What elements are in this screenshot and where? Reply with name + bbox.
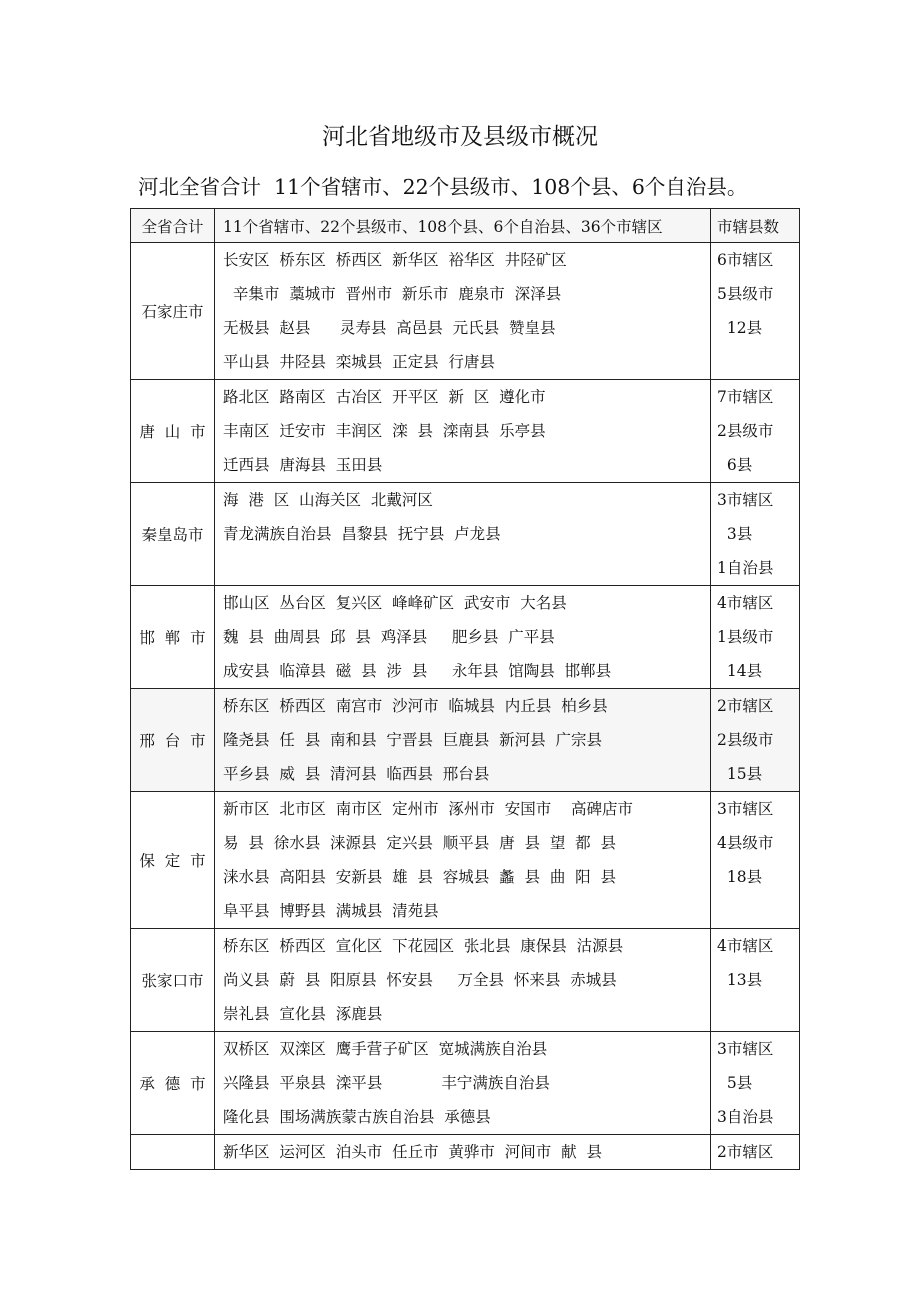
count-line: 5县 bbox=[717, 1074, 753, 1092]
count-line: 14县 bbox=[717, 662, 763, 680]
table-row bbox=[131, 792, 800, 929]
document-title: 河北省地级市及县级市概况 bbox=[322, 124, 598, 150]
table-row bbox=[131, 1135, 800, 1170]
count-cell bbox=[711, 1135, 800, 1170]
count-line bbox=[717, 345, 799, 379]
district-line: 魏 县 曲周县 邱 县 鸡泽县 肥乡县 广平县 bbox=[223, 628, 555, 646]
table-row bbox=[131, 243, 800, 380]
district-list bbox=[215, 689, 711, 792]
count-line: 1自治县 bbox=[717, 559, 774, 577]
district-line: 桥东区 桥西区 南宫市 沙河市 临城县 内丘县 柏乡县 bbox=[223, 697, 608, 715]
count-line: 5县级市 bbox=[717, 285, 774, 303]
table-header-row bbox=[131, 209, 800, 243]
district-list bbox=[215, 1135, 711, 1170]
city-name: 保 定 市 bbox=[131, 792, 215, 929]
district-line: 桥东区 桥西区 宣化区 下花园区 张北县 康保县 沽源县 bbox=[223, 937, 624, 955]
district-line: 平山县 井陉县 栾城县 正定县 行唐县 bbox=[223, 353, 495, 371]
district-line: 隆化县 围场满族蒙古族自治县 承德县 bbox=[223, 1108, 491, 1126]
district-line: 阜平县 博野县 满城县 清苑县 bbox=[223, 902, 439, 920]
district-line: 长安区 桥东区 桥西区 新华区 裕华区 井陉矿区 bbox=[223, 251, 567, 269]
district-list bbox=[215, 243, 711, 380]
district-line: 易 县 徐水县 涞源县 定兴县 顺平县 唐 县 望 都 县 bbox=[223, 834, 617, 852]
table-row bbox=[131, 1032, 800, 1135]
count-cell bbox=[711, 689, 800, 792]
district-line: 新华区 运河区 泊头市 任丘市 黄骅市 河间市 献 县 bbox=[223, 1143, 602, 1161]
district-line: 涞水县 高阳县 安新县 雄 县 容城县 蠡 县 曲 阳 县 bbox=[223, 868, 617, 886]
count-line: 3自治县 bbox=[717, 1108, 774, 1126]
document-subtitle: 河北全省合计 11个省辖市、22个县级市、108个县、6个自治县。 bbox=[138, 175, 748, 199]
district-list bbox=[215, 483, 711, 586]
city-name bbox=[131, 1135, 215, 1170]
count-cell bbox=[711, 792, 800, 929]
table-row bbox=[131, 483, 800, 586]
count-line: 4县级市 bbox=[717, 834, 774, 852]
city-name: 张家口市 bbox=[131, 929, 215, 1032]
count-line bbox=[717, 894, 799, 928]
district-line: 隆尧县 任 县 南和县 宁晋县 巨鹿县 新河县 广宗县 bbox=[223, 731, 602, 749]
count-line: 3市辖区 bbox=[717, 1040, 774, 1058]
city-name: 石家庄市 bbox=[131, 243, 215, 380]
table-row bbox=[131, 689, 800, 792]
count-line: 18县 bbox=[717, 868, 763, 886]
count-line: 15县 bbox=[717, 765, 763, 783]
district-line: 兴隆县 平泉县 滦平县 丰宁满族自治县 bbox=[223, 1074, 550, 1092]
district-line: 丰南区 迁安市 丰润区 滦 县 滦南县 乐亭县 bbox=[223, 422, 546, 440]
district-list bbox=[215, 1032, 711, 1135]
count-line: 3市辖区 bbox=[717, 800, 774, 818]
count-line: 7市辖区 bbox=[717, 388, 774, 406]
district-line bbox=[223, 551, 710, 585]
district-line: 双桥区 双滦区 鹰手营子矿区 宽城满族自治县 bbox=[223, 1040, 548, 1058]
count-cell bbox=[711, 1032, 800, 1135]
district-line: 邯山区 丛台区 复兴区 峰峰矿区 武安市 大名县 bbox=[223, 594, 567, 612]
count-line: 6县 bbox=[717, 456, 753, 474]
district-list bbox=[215, 929, 711, 1032]
district-line: 平乡县 威 县 清河县 临西县 邢台县 bbox=[223, 765, 490, 783]
table-row bbox=[131, 586, 800, 689]
city-table bbox=[130, 208, 800, 1170]
city-name: 承 德 市 bbox=[131, 1032, 215, 1135]
district-line: 路北区 路南区 古冶区 开平区 新 区 遵化市 bbox=[223, 388, 546, 406]
count-line: 4市辖区 bbox=[717, 937, 774, 955]
count-line bbox=[717, 997, 799, 1031]
count-line: 1县级市 bbox=[717, 628, 774, 646]
count-line: 12县 bbox=[717, 319, 763, 337]
district-line: 崇礼县 宣化县 涿鹿县 bbox=[223, 1005, 383, 1023]
district-line: 新市区 北市区 南市区 定州市 涿州市 安国市 高碑店市 bbox=[223, 800, 633, 818]
count-line: 2县级市 bbox=[717, 422, 774, 440]
district-line: 成安县 临漳县 磁 县 涉 县 永年县 馆陶县 邯郸县 bbox=[223, 662, 612, 680]
district-list bbox=[215, 380, 711, 483]
header-total: 全省合计 bbox=[131, 209, 215, 243]
count-line: 2县级市 bbox=[717, 731, 774, 749]
city-name: 邢 台 市 bbox=[131, 689, 215, 792]
header-summary: 11个省辖市、22个县级市、108个县、6个自治县、36个市辖区 bbox=[215, 209, 711, 243]
city-name: 秦皇岛市 bbox=[131, 483, 215, 586]
district-list bbox=[215, 792, 711, 929]
district-line: 尚义县 蔚 县 阳原县 怀安县 万全县 怀来县 赤城县 bbox=[223, 971, 617, 989]
count-line: 2市辖区 bbox=[717, 697, 774, 715]
count-cell bbox=[711, 586, 800, 689]
count-cell bbox=[711, 380, 800, 483]
district-line: 青龙满族自治县 昌黎县 抚宁县 卢龙县 bbox=[223, 525, 501, 543]
header-counts: 市辖县数 bbox=[711, 209, 800, 243]
count-line: 4市辖区 bbox=[717, 594, 774, 612]
count-cell bbox=[711, 929, 800, 1032]
count-line: 2市辖区 bbox=[717, 1143, 774, 1161]
district-line: 无极县 赵县 灵寿县 高邑县 元氏县 赞皇县 bbox=[223, 319, 556, 337]
count-line: 3县 bbox=[717, 525, 753, 543]
district-line: 辛集市 藁城市 晋州市 新乐市 鹿泉市 深泽县 bbox=[223, 285, 562, 303]
count-line: 6市辖区 bbox=[717, 251, 774, 269]
count-line: 13县 bbox=[717, 971, 763, 989]
table-row bbox=[131, 380, 800, 483]
district-line: 海 港 区 山海关区 北戴河区 bbox=[223, 491, 433, 509]
district-line: 迁西县 唐海县 玉田县 bbox=[223, 456, 383, 474]
city-name: 唐 山 市 bbox=[131, 380, 215, 483]
district-list bbox=[215, 586, 711, 689]
count-line: 3市辖区 bbox=[717, 491, 774, 509]
count-cell bbox=[711, 243, 800, 380]
city-name: 邯 郸 市 bbox=[131, 586, 215, 689]
table-row bbox=[131, 929, 800, 1032]
count-cell bbox=[711, 483, 800, 586]
